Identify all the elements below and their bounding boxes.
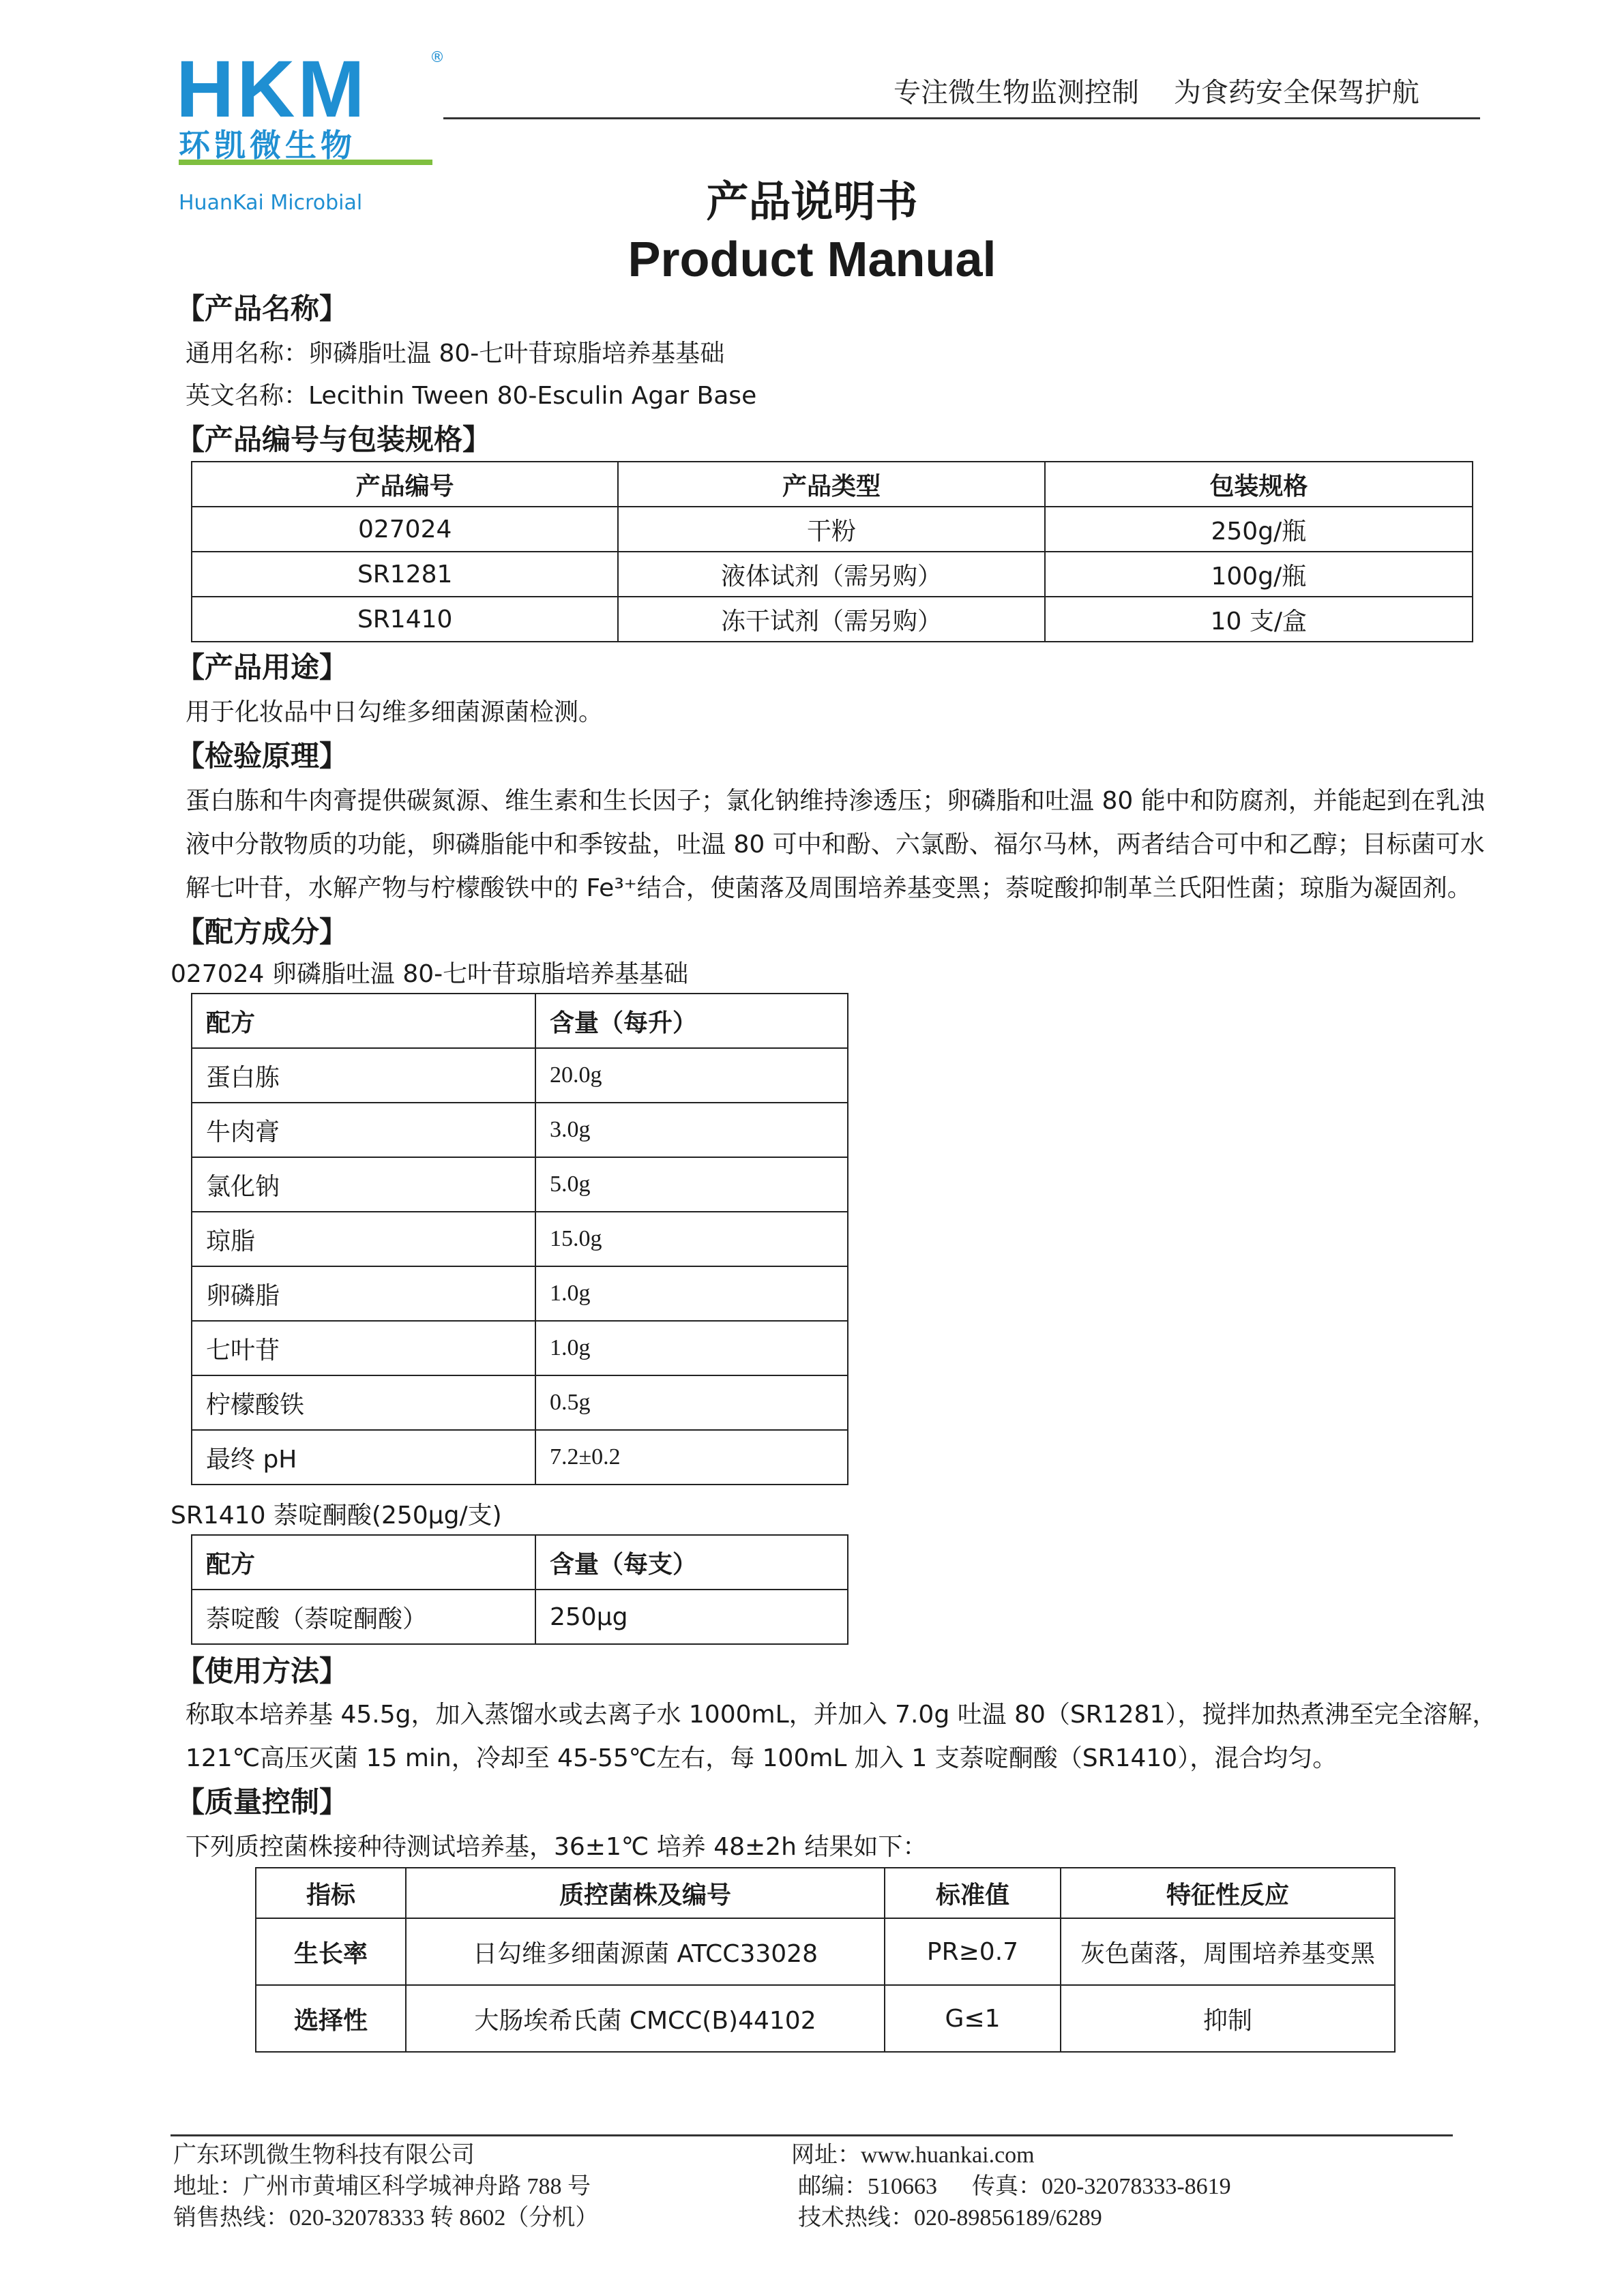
formula-table-supplement bbox=[191, 1534, 848, 1645]
formula-table2-caption: SR1410 萘啶酮酸(250μg/支) bbox=[171, 1502, 502, 1530]
table-row bbox=[192, 1212, 848, 1266]
table-row bbox=[256, 1985, 1395, 2052]
table-cell: 20.0g bbox=[535, 1048, 848, 1103]
table-cell: 萘啶酸（萘啶酮酸） bbox=[192, 1590, 535, 1644]
table-row bbox=[192, 1157, 848, 1212]
table-cell: 最终 pH bbox=[192, 1430, 535, 1485]
page-title-cn: 产品说明书 bbox=[706, 177, 918, 226]
qc-intro: 下列质控菌株接种待测试培养基，36±1℃ 培养 48±2h 结果如下： bbox=[186, 1833, 928, 1861]
table-row bbox=[256, 1918, 1395, 1985]
company-logo bbox=[176, 44, 462, 215]
table-header-row bbox=[192, 1535, 848, 1590]
section-heading-formula: 【配方成分】 bbox=[176, 915, 349, 949]
header-slogan: 专注微生物监测控制 为食药安全保驾护航 bbox=[894, 77, 1419, 108]
footer-sales-hotline: 销售热线：020-32078333 转 8602（分机） bbox=[173, 2205, 599, 2231]
section-heading-qc: 【质量控制】 bbox=[176, 1785, 349, 1819]
table-header-row bbox=[192, 462, 1473, 507]
table-header-cell: 标准值 bbox=[885, 1868, 1061, 1918]
table-row bbox=[192, 1266, 848, 1321]
registered-icon: ® bbox=[430, 49, 445, 66]
table-cell: G≤1 bbox=[885, 1985, 1061, 2052]
footer-divider bbox=[171, 2134, 1453, 2136]
table-header-cell: 产品类型 bbox=[618, 462, 1044, 507]
footer-address: 地址：广州市黄埔区科学城神舟路 788 号 bbox=[173, 2174, 591, 2199]
table-cell: 1.0g bbox=[535, 1321, 848, 1375]
table-cell: 5.0g bbox=[535, 1157, 848, 1212]
table-cell: 抑制 bbox=[1061, 1985, 1395, 2052]
logo-mark: HKM bbox=[176, 44, 368, 134]
section-heading-name: 【产品名称】 bbox=[176, 292, 349, 325]
table-header-cell: 含量（每支） bbox=[535, 1535, 848, 1590]
table-row bbox=[192, 597, 1473, 642]
principle-line: 解七叶苷，水解产物与柠檬酸铁中的 Fe³⁺结合，使菌落及周围培养基变黑；萘啶酸抑制革兰氏阳性菌；琼脂为凝固剂。 bbox=[186, 874, 1472, 902]
method-line: 称取本培养基 45.5g，加入蒸馏水或去离子水 1000mL，并加入 7.0g 吐温 80（SR1281），搅拌加热煮沸至完全溶解， bbox=[186, 1701, 1497, 1729]
table-row bbox=[192, 1048, 848, 1103]
footer-website: 网址：www.huankai.com bbox=[791, 2143, 1035, 2168]
footer-tech-hotline: 技术热线：020-89856189/6289 bbox=[798, 2205, 1102, 2231]
english-name: 英文名称：Lecithin Tween 80-Esculin Agar Base bbox=[186, 382, 757, 410]
table-header-cell: 配方 bbox=[192, 994, 535, 1048]
table-cell: 10 支/盒 bbox=[1045, 597, 1473, 642]
table-cell: 027024 bbox=[192, 507, 618, 552]
table-row bbox=[192, 552, 1473, 597]
table-cell: 琼脂 bbox=[192, 1212, 535, 1266]
section-heading-use: 【产品用途】 bbox=[176, 651, 349, 684]
formula-table-base bbox=[191, 993, 848, 1485]
table-cell: 冻干试剂（需另购） bbox=[618, 597, 1044, 642]
table-cell: PR≥0.7 bbox=[885, 1918, 1061, 1985]
logo-chinese-name: 环凯微生物 bbox=[179, 127, 356, 164]
table-header-cell: 产品编号 bbox=[192, 462, 618, 507]
table-cell: 干粉 bbox=[618, 507, 1044, 552]
table-cell: 牛肉膏 bbox=[192, 1103, 535, 1157]
method-line: 121℃高压灭菌 15 min，冷却至 45-55℃左右，每 100mL 加入 1 支萘啶酮酸（SR1410），混合均匀。 bbox=[186, 1744, 1338, 1772]
table-cell: 0.5g bbox=[535, 1375, 848, 1430]
table-cell: 7.2±0.2 bbox=[535, 1430, 848, 1485]
logo-english-name: HuanKai Microbial bbox=[179, 191, 363, 215]
package-table bbox=[191, 461, 1473, 642]
table-cell: 选择性 bbox=[256, 1985, 406, 2052]
table-cell: 卵磷脂 bbox=[192, 1266, 535, 1321]
table-cell: 柠檬酸铁 bbox=[192, 1375, 535, 1430]
table-header-cell: 指标 bbox=[256, 1868, 406, 1918]
table-header-cell: 配方 bbox=[192, 1535, 535, 1590]
table-header-cell: 特征性反应 bbox=[1061, 1868, 1395, 1918]
table-cell: 大肠埃希氏菌 CMCC(B)44102 bbox=[406, 1985, 885, 2052]
table-cell: 七叶苷 bbox=[192, 1321, 535, 1375]
table-cell: 100g/瓶 bbox=[1045, 552, 1473, 597]
table-cell: 15.0g bbox=[535, 1212, 848, 1266]
table-header-row bbox=[256, 1868, 1395, 1918]
table-cell: 氯化钠 bbox=[192, 1157, 535, 1212]
table-cell: SR1410 bbox=[192, 597, 618, 642]
table-row bbox=[192, 1375, 848, 1430]
table-cell: 1.0g bbox=[535, 1266, 848, 1321]
table-row bbox=[192, 507, 1473, 552]
table-header-cell: 质控菌株及编号 bbox=[406, 1868, 885, 1918]
table-row bbox=[192, 1103, 848, 1157]
section-heading-principle: 【检验原理】 bbox=[176, 739, 349, 773]
footer-postcode-fax: 邮编：510663 传真：020-32078333-8619 bbox=[798, 2174, 1231, 2199]
section-heading-method: 【使用方法】 bbox=[176, 1654, 349, 1688]
table-cell: 日勾维多细菌源菌 ATCC33028 bbox=[406, 1918, 885, 1985]
table-header-cell: 包装规格 bbox=[1045, 462, 1473, 507]
section-heading-package: 【产品编号与包装规格】 bbox=[176, 423, 492, 456]
table-cell: 液体试剂（需另购） bbox=[618, 552, 1044, 597]
principle-line: 液中分散物质的功能，卵磷脂能中和季铵盐，吐温 80 可中和酚、六氯酚、福尔马林，两者结合可中和乙醇；目标菌可水 bbox=[186, 831, 1485, 859]
table-cell: 灰色菌落，周围培养基变黑 bbox=[1061, 1918, 1395, 1985]
footer-company: 广东环凯微生物科技有限公司 bbox=[173, 2143, 475, 2168]
table-cell: 3.0g bbox=[535, 1103, 848, 1157]
formula-table1-caption: 027024 卵磷脂吐温 80-七叶苷琼脂培养基基础 bbox=[171, 960, 689, 988]
table-cell: 250μg bbox=[535, 1590, 848, 1644]
table-row bbox=[192, 1321, 848, 1375]
table-cell: 蛋白胨 bbox=[192, 1048, 535, 1103]
table-row bbox=[192, 1590, 848, 1644]
table-row bbox=[192, 1430, 848, 1485]
table-cell: 250g/瓶 bbox=[1045, 507, 1473, 552]
use-text: 用于化妆品中日勾维多细菌源菌检测。 bbox=[186, 698, 604, 726]
table-header-row bbox=[192, 994, 848, 1048]
common-name: 通用名称：卵磷脂吐温 80-七叶苷琼脂培养基基础 bbox=[186, 340, 725, 368]
page-title-en: Product Manual bbox=[628, 233, 996, 287]
qc-table bbox=[255, 1867, 1396, 2053]
principle-line: 蛋白胨和牛肉膏提供碳氮源、维生素和生长因子；氯化钠维持渗透压；卵磷脂和吐温 80 能中和防腐剂，并能起到在乳浊 bbox=[186, 787, 1485, 815]
table-header-cell: 含量（每升） bbox=[535, 994, 848, 1048]
table-cell: SR1281 bbox=[192, 552, 618, 597]
table-cell: 生长率 bbox=[256, 1918, 406, 1985]
header-divider bbox=[443, 117, 1480, 119]
